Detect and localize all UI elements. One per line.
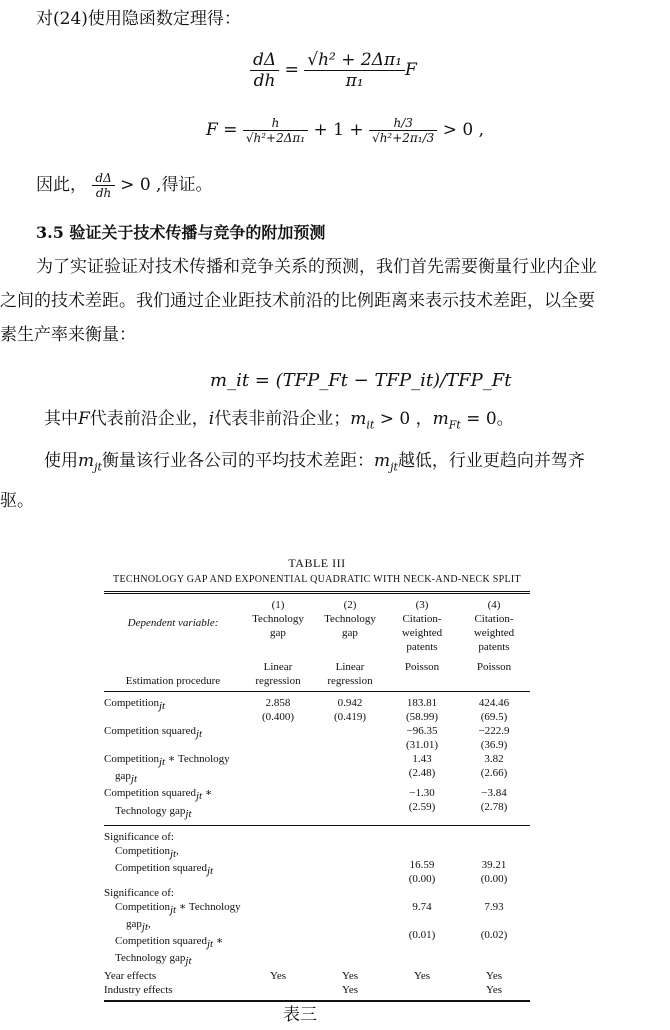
eq2-term2-num: h/3 bbox=[369, 116, 437, 131]
industry-effects-cell bbox=[386, 983, 458, 1001]
coef-cell bbox=[242, 786, 314, 825]
row-label: Competition squared$_{jt}$ ∗ Technology gap$_{jt}$ bbox=[104, 786, 242, 825]
where-c2: m bbox=[432, 409, 449, 429]
significance-cell bbox=[242, 825, 314, 886]
eq1-lhs-fraction bbox=[250, 50, 279, 91]
where-i: i bbox=[208, 409, 215, 429]
significance-cell: 9.74 (0.01) bbox=[408, 900, 436, 941]
table-iii bbox=[104, 556, 530, 1002]
usage-paragraph bbox=[0, 444, 670, 518]
coef-cell: 3.82 (2.66) bbox=[480, 753, 508, 779]
paragraph-1-line-2: 之间的技术差距。我们通过企业距技术前沿的比例距离来表示技术差距，以全要 bbox=[0, 291, 595, 311]
year-effects-cell: Yes bbox=[413, 969, 430, 982]
coef-cell: −96.35 (31.01) bbox=[405, 725, 439, 751]
conclusion-frac-den: dh bbox=[95, 186, 112, 200]
conclusion-suffix: > 0 ,得证。 bbox=[120, 175, 213, 195]
estimation-cell: Poisson bbox=[386, 654, 458, 692]
dep-var-cell: Technology gap bbox=[252, 613, 304, 639]
coef-cell bbox=[314, 786, 386, 825]
eq2-middle: + 1 + bbox=[313, 120, 364, 140]
where-p2: 代表前沿企业， bbox=[89, 409, 209, 429]
eq2-term1 bbox=[243, 116, 308, 145]
usage-m2: m bbox=[373, 451, 391, 471]
col-number: (3) bbox=[415, 599, 429, 611]
equation-1 bbox=[250, 50, 417, 91]
table-subtitle: TECHNOLOGY GAP AND EXPONENTIAL QUADRATIC WITH NECK-AND-NECK SPLIT bbox=[113, 574, 521, 585]
intro-line: 对(24)使用隐函数定理得： bbox=[36, 9, 241, 29]
coef-cell: 424.46 (69.5) bbox=[478, 697, 510, 723]
usage-m-sub: jt bbox=[94, 460, 102, 474]
equation-2 bbox=[206, 116, 484, 145]
section-heading: 3.5 验证关于技术传播与竞争的附加预测 bbox=[36, 223, 326, 242]
eq2-term1-den: √h²+2Δπ₁ bbox=[245, 131, 306, 145]
significance-cell bbox=[314, 825, 386, 886]
dep-var-row bbox=[104, 612, 530, 654]
eq2-tail: > 0 , bbox=[442, 120, 484, 140]
eq1-rhs-num: √h² + 2Δπ₁ bbox=[304, 50, 405, 71]
year-effects-cell: Yes bbox=[341, 969, 358, 982]
coef-cell bbox=[242, 724, 314, 752]
industry-effects-cell bbox=[242, 983, 314, 1001]
eq1-rhs-tail: F bbox=[404, 60, 417, 80]
table-caption: 表三 bbox=[283, 1005, 317, 1025]
estimation-row bbox=[104, 654, 530, 692]
results-table bbox=[104, 591, 530, 1002]
significance-label: Significance of: Competition$_{jt}$, Competition squared$_{jt}$ bbox=[104, 830, 214, 878]
row-label: Competition$_{jt}$ bbox=[104, 697, 166, 713]
estimation-cell: Linear regression bbox=[314, 654, 386, 692]
eq1-equals: = bbox=[284, 60, 299, 80]
significance-cell bbox=[242, 886, 314, 969]
eq1-lhs-num: dΔ bbox=[250, 50, 279, 71]
paragraph-1-line-1: 为了实证验证对技术传播和竞争关系的预测，我们首先需要衡量行业内企业 bbox=[36, 257, 597, 277]
table-row bbox=[104, 724, 530, 752]
col-number: (2) bbox=[343, 599, 357, 611]
usage-p2: 衡量该行业各公司的平均技术差距： bbox=[101, 451, 374, 471]
industry-effects-cell: Yes bbox=[458, 983, 530, 1001]
eq1-lhs-den: dh bbox=[253, 71, 276, 91]
row-label: Competition squared$_{jt}$ bbox=[104, 725, 203, 741]
where-F: F bbox=[78, 409, 90, 429]
usage-m: m bbox=[78, 451, 95, 471]
significance-cell: 39.21 (0.00) bbox=[480, 858, 508, 885]
where-p1: 其中 bbox=[44, 409, 78, 429]
where-c1: m bbox=[350, 409, 367, 429]
table-row bbox=[104, 692, 530, 725]
year-effects-cell: Yes bbox=[269, 969, 286, 982]
usage-m2-sub: jt bbox=[390, 460, 398, 474]
usage-line-1 bbox=[0, 444, 670, 484]
conclusion-prefix: 因此， bbox=[36, 175, 87, 195]
coef-cell bbox=[242, 752, 314, 786]
col-number-row bbox=[104, 593, 530, 613]
year-effects-label: Year effects bbox=[104, 969, 157, 982]
where-c1-sub: it bbox=[366, 418, 375, 432]
row-label: Competition$_{jt}$ ∗ Technology gap$_{jt}$ bbox=[104, 753, 230, 786]
eq2-term2-den: √h²+2π₁/3 bbox=[372, 131, 435, 145]
industry-effects-label: Industry effects bbox=[104, 983, 242, 1001]
year-effects-cell: Yes bbox=[485, 969, 502, 982]
where-c1-tail: > 0 ， bbox=[374, 409, 433, 429]
conclusion-fraction bbox=[92, 171, 114, 200]
significance-row bbox=[104, 825, 530, 886]
coef-cell: 1.43 (2.48) bbox=[408, 753, 436, 779]
paragraph-1 bbox=[0, 250, 670, 352]
where-line bbox=[44, 408, 514, 436]
table-row bbox=[104, 786, 530, 825]
where-c2-tail: = 0。 bbox=[460, 409, 514, 429]
significance-cell: 7.93 (0.02) bbox=[480, 900, 508, 941]
coef-cell bbox=[314, 724, 386, 752]
usage-p1: 使用 bbox=[44, 451, 78, 471]
significance-label: Significance of: Competition$_{jt}$ ∗ Technology gap$_{jt}$, Competition squared$_{jt}$ ∗ Technology gap$_{jt}$ bbox=[104, 886, 241, 968]
estimation-cell: Linear regression bbox=[242, 654, 314, 692]
dep-var-label: Dependent variable: bbox=[127, 617, 219, 629]
year-effects-row bbox=[104, 969, 530, 983]
equation-3 bbox=[210, 370, 511, 391]
usage-p3: 越低，行业更趋向并驾齐 bbox=[397, 451, 585, 471]
eq1-rhs-fraction bbox=[304, 50, 405, 91]
coef-cell bbox=[314, 752, 386, 786]
significance-cell: 16.59 (0.00) bbox=[408, 858, 436, 885]
where-p3: 代表非前沿企业； bbox=[214, 409, 351, 429]
col-number: (1) bbox=[271, 599, 285, 611]
where-c2-sub: Ft bbox=[448, 418, 461, 432]
usage-line-2: 驱。 bbox=[0, 491, 34, 512]
significance-row bbox=[104, 886, 530, 969]
table-row bbox=[104, 752, 530, 786]
coef-cell: −222.9 (36.9) bbox=[478, 725, 510, 751]
eq3-text: m_it = (TFP_Ft − TFP_it)/TFP_Ft bbox=[210, 370, 512, 391]
significance-cell bbox=[314, 886, 386, 969]
eq2-lhs: F = bbox=[206, 120, 238, 140]
coef-cell: 2.858 (0.400) bbox=[261, 697, 295, 723]
dep-var-cell: Citation- weighted patents bbox=[401, 613, 443, 653]
eq2-term2 bbox=[369, 116, 437, 145]
industry-effects-row bbox=[104, 983, 530, 1001]
coef-cell: −3.84 (2.78) bbox=[458, 786, 530, 825]
coef-cell: 183.81 (58.99) bbox=[405, 697, 439, 723]
dep-var-cell: Citation- weighted patents bbox=[473, 613, 515, 653]
estimation-label: Estimation procedure bbox=[104, 654, 242, 692]
col-number: (4) bbox=[487, 599, 501, 611]
coef-cell: −1.30 (2.59) bbox=[386, 786, 458, 825]
estimation-cell: Poisson bbox=[458, 654, 530, 692]
eq1-rhs-den: π₁ bbox=[345, 71, 364, 91]
dep-var-cell: Technology gap bbox=[324, 613, 376, 639]
coef-cell: 0.942 (0.419) bbox=[333, 697, 367, 723]
table-title: TABLE III bbox=[288, 556, 346, 570]
eq2-term1-num: h bbox=[243, 116, 308, 131]
industry-effects-cell: Yes bbox=[314, 983, 386, 1001]
paragraph-1-line-3: 素生产率来衡量： bbox=[0, 325, 136, 345]
conclusion-line bbox=[36, 170, 212, 200]
conclusion-frac-num: dΔ bbox=[92, 171, 114, 186]
